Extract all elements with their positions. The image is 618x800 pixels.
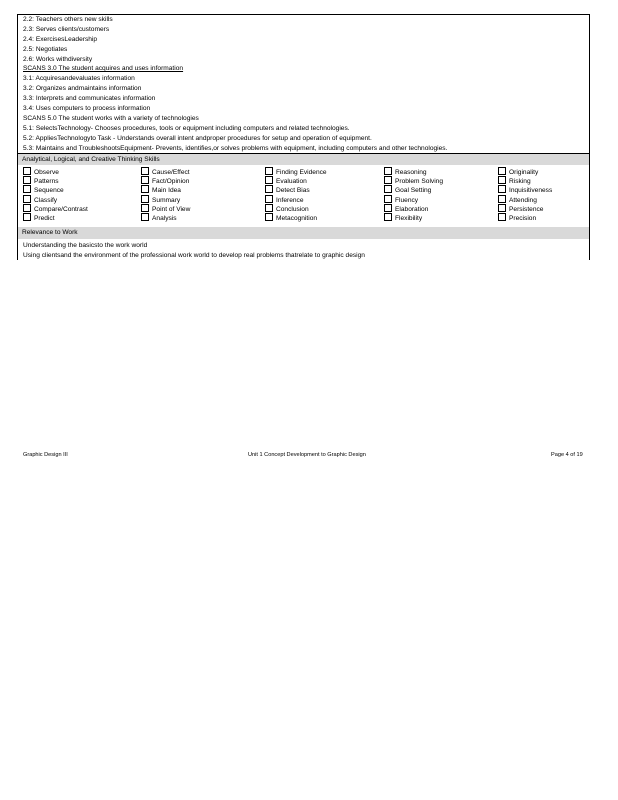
- skill-label: Inference: [276, 196, 304, 204]
- checkbox-icon[interactable]: [23, 185, 31, 193]
- skill-checkbox[interactable]: [498, 167, 552, 176]
- checkbox-icon[interactable]: [265, 204, 273, 212]
- checkbox-icon[interactable]: [384, 204, 392, 212]
- skill-checkbox[interactable]: [265, 195, 327, 204]
- skills-column: [265, 167, 327, 222]
- relevance-header: Relevance to Work: [18, 227, 589, 239]
- skill-label: Metacognition: [276, 214, 318, 222]
- skill-checkbox[interactable]: [384, 195, 443, 204]
- skill-checkbox[interactable]: [141, 204, 190, 213]
- skill-checkbox[interactable]: [384, 213, 443, 222]
- standard-line: 5.3: Maintains and TroubleshootsEquipment- Prevents, identifies,or solves problems with equipment, including computers and other technologies.: [23, 144, 448, 152]
- skill-label: Analysis: [152, 214, 177, 222]
- checkbox-icon[interactable]: [23, 204, 31, 212]
- skill-label: Problem Solving: [395, 178, 444, 186]
- skill-checkbox[interactable]: [141, 176, 190, 185]
- checkbox-icon[interactable]: [384, 176, 392, 184]
- checkbox-icon[interactable]: [498, 176, 506, 184]
- skill-label: Fact/Opinion: [152, 178, 190, 186]
- standard-line: 2.4: ExercisesLeadership: [23, 35, 98, 43]
- checkbox-icon[interactable]: [384, 167, 392, 175]
- skills-column: [23, 167, 88, 222]
- skill-label: Inquisitiveness: [509, 187, 553, 195]
- skill-checkbox[interactable]: [23, 185, 88, 194]
- checkbox-icon[interactable]: [23, 167, 31, 175]
- checkbox-icon[interactable]: [141, 204, 149, 212]
- checkbox-icon[interactable]: [265, 167, 273, 175]
- skill-checkbox[interactable]: [384, 204, 443, 213]
- checkbox-icon[interactable]: [141, 176, 149, 184]
- skill-checkbox[interactable]: [265, 204, 327, 213]
- checkbox-icon[interactable]: [498, 213, 506, 221]
- skill-checkbox[interactable]: [23, 167, 88, 176]
- skill-label: Detect Bias: [276, 187, 310, 195]
- relevance-line: Using clientsand the environment of the professional work world to develop real problems thatrelate to graphic design: [23, 251, 365, 259]
- standard-line: 5.2: AppliesTechnologyto Task - Understands overall intent andproper procedures for setup and operation of equipment.: [23, 134, 372, 142]
- skill-checkbox[interactable]: [23, 213, 88, 222]
- checkbox-icon[interactable]: [265, 176, 273, 184]
- skill-label: Attending: [509, 196, 537, 204]
- skill-checkbox[interactable]: [498, 204, 552, 213]
- skill-checkbox[interactable]: [141, 167, 190, 176]
- relevance-text: [23, 241, 588, 261]
- standards-list: [23, 15, 588, 153]
- checkbox-icon[interactable]: [141, 213, 149, 221]
- skill-label: Fluency: [395, 196, 419, 204]
- checkbox-icon[interactable]: [141, 167, 149, 175]
- skill-checkbox[interactable]: [498, 213, 552, 222]
- standard-line: 3.1: Acquiresandevaluates information: [23, 75, 135, 83]
- skill-label: Main Idea: [152, 187, 181, 195]
- skill-label: Elaboration: [395, 205, 429, 213]
- skill-label: Summary: [152, 196, 181, 204]
- footer-unit: Unit 1 Concept Development to Graphic Design: [248, 452, 366, 458]
- skill-label: Observe: [34, 169, 59, 176]
- skill-label: Goal Setting: [395, 187, 432, 195]
- skill-label: Reasoning: [395, 169, 427, 176]
- skill-checkbox[interactable]: [384, 185, 443, 194]
- skill-checkbox[interactable]: [498, 176, 552, 185]
- checkbox-icon[interactable]: [265, 195, 273, 203]
- skills-column: [384, 167, 443, 222]
- skill-checkbox[interactable]: [265, 185, 327, 194]
- skill-label: Sequence: [34, 187, 64, 195]
- standard-line: 2.3: Serves clients/customers: [23, 25, 110, 33]
- skills-column: [498, 167, 552, 222]
- skills-column: [141, 167, 190, 222]
- standard-line: 3.3: Interprets and communicates information: [23, 95, 156, 103]
- checkbox-icon[interactable]: [265, 185, 273, 193]
- checkbox-icon[interactable]: [141, 185, 149, 193]
- skill-label: Persistence: [509, 205, 544, 213]
- checkbox-icon[interactable]: [384, 213, 392, 221]
- checkbox-icon[interactable]: [498, 185, 506, 193]
- skill-checkbox[interactable]: [23, 204, 88, 213]
- checkbox-icon[interactable]: [23, 176, 31, 184]
- skill-label: Point of View: [152, 205, 191, 213]
- footer-course: Graphic Design III: [23, 452, 68, 458]
- skill-label: Originality: [509, 169, 539, 176]
- skill-label: Risking: [509, 178, 531, 186]
- standard-line: 3.2: Organizes andmaintains information: [23, 85, 142, 93]
- skill-label: Classify: [34, 196, 58, 204]
- checkbox-icon[interactable]: [498, 195, 506, 203]
- checkbox-icon[interactable]: [498, 167, 506, 175]
- relevance-line: Understanding the basicsto the work world: [23, 242, 148, 249]
- skill-label: Flexibility: [395, 214, 423, 222]
- skill-label: Finding Evidence: [276, 169, 327, 176]
- skill-checkbox[interactable]: [265, 167, 327, 176]
- content-frame: [17, 14, 590, 260]
- checkbox-icon[interactable]: [141, 195, 149, 203]
- checkbox-icon[interactable]: [23, 195, 31, 203]
- skill-checkbox[interactable]: [498, 195, 552, 204]
- standard-line: 2.5: Negotiates: [23, 45, 68, 53]
- skill-checkbox[interactable]: [498, 185, 552, 194]
- checkbox-icon[interactable]: [384, 195, 392, 203]
- standard-line: 2.6: Works withdiversity: [23, 55, 93, 63]
- skill-checkbox[interactable]: [141, 195, 190, 204]
- skill-label: Conclusion: [276, 205, 309, 213]
- standard-heading: SCANS 3.0 The student acquires and uses information: [23, 65, 184, 73]
- skill-label: Evaluation: [276, 178, 307, 186]
- standard-line: 3.4: Uses computers to process information: [23, 105, 151, 113]
- skill-label: Patterns: [34, 178, 59, 186]
- skill-label: Cause/Effect: [152, 169, 190, 176]
- skill-checkbox[interactable]: [141, 213, 190, 222]
- skill-checkbox[interactable]: [141, 185, 190, 194]
- skill-checkbox[interactable]: [384, 176, 443, 185]
- skill-checkbox[interactable]: [384, 167, 443, 176]
- checkbox-icon[interactable]: [384, 185, 392, 193]
- skill-checkbox[interactable]: [265, 213, 327, 222]
- skill-checkbox[interactable]: [265, 176, 327, 185]
- skill-checkbox[interactable]: [23, 195, 88, 204]
- skill-label: Precision: [509, 214, 537, 222]
- skill-label: Predict: [34, 214, 55, 222]
- footer-page-number: Page 4 of 19: [551, 452, 583, 458]
- standard-line: 2.2: Teachers others new skills: [23, 16, 113, 23]
- checkbox-icon[interactable]: [498, 204, 506, 212]
- checkbox-icon[interactable]: [23, 213, 31, 221]
- skill-label: Compare/Contrast: [34, 205, 88, 213]
- thinking-skills-header: Analytical, Logical, and Creative Thinking Skills: [18, 153, 589, 165]
- skill-checkbox[interactable]: [23, 176, 88, 185]
- standard-line: 5.1: SelectsTechnology- Chooses procedures, tools or equipment including computers and related technologies.: [23, 124, 350, 132]
- checkbox-icon[interactable]: [265, 213, 273, 221]
- standard-heading: SCANS 5.0 The student works with a variety of technologies: [23, 114, 199, 122]
